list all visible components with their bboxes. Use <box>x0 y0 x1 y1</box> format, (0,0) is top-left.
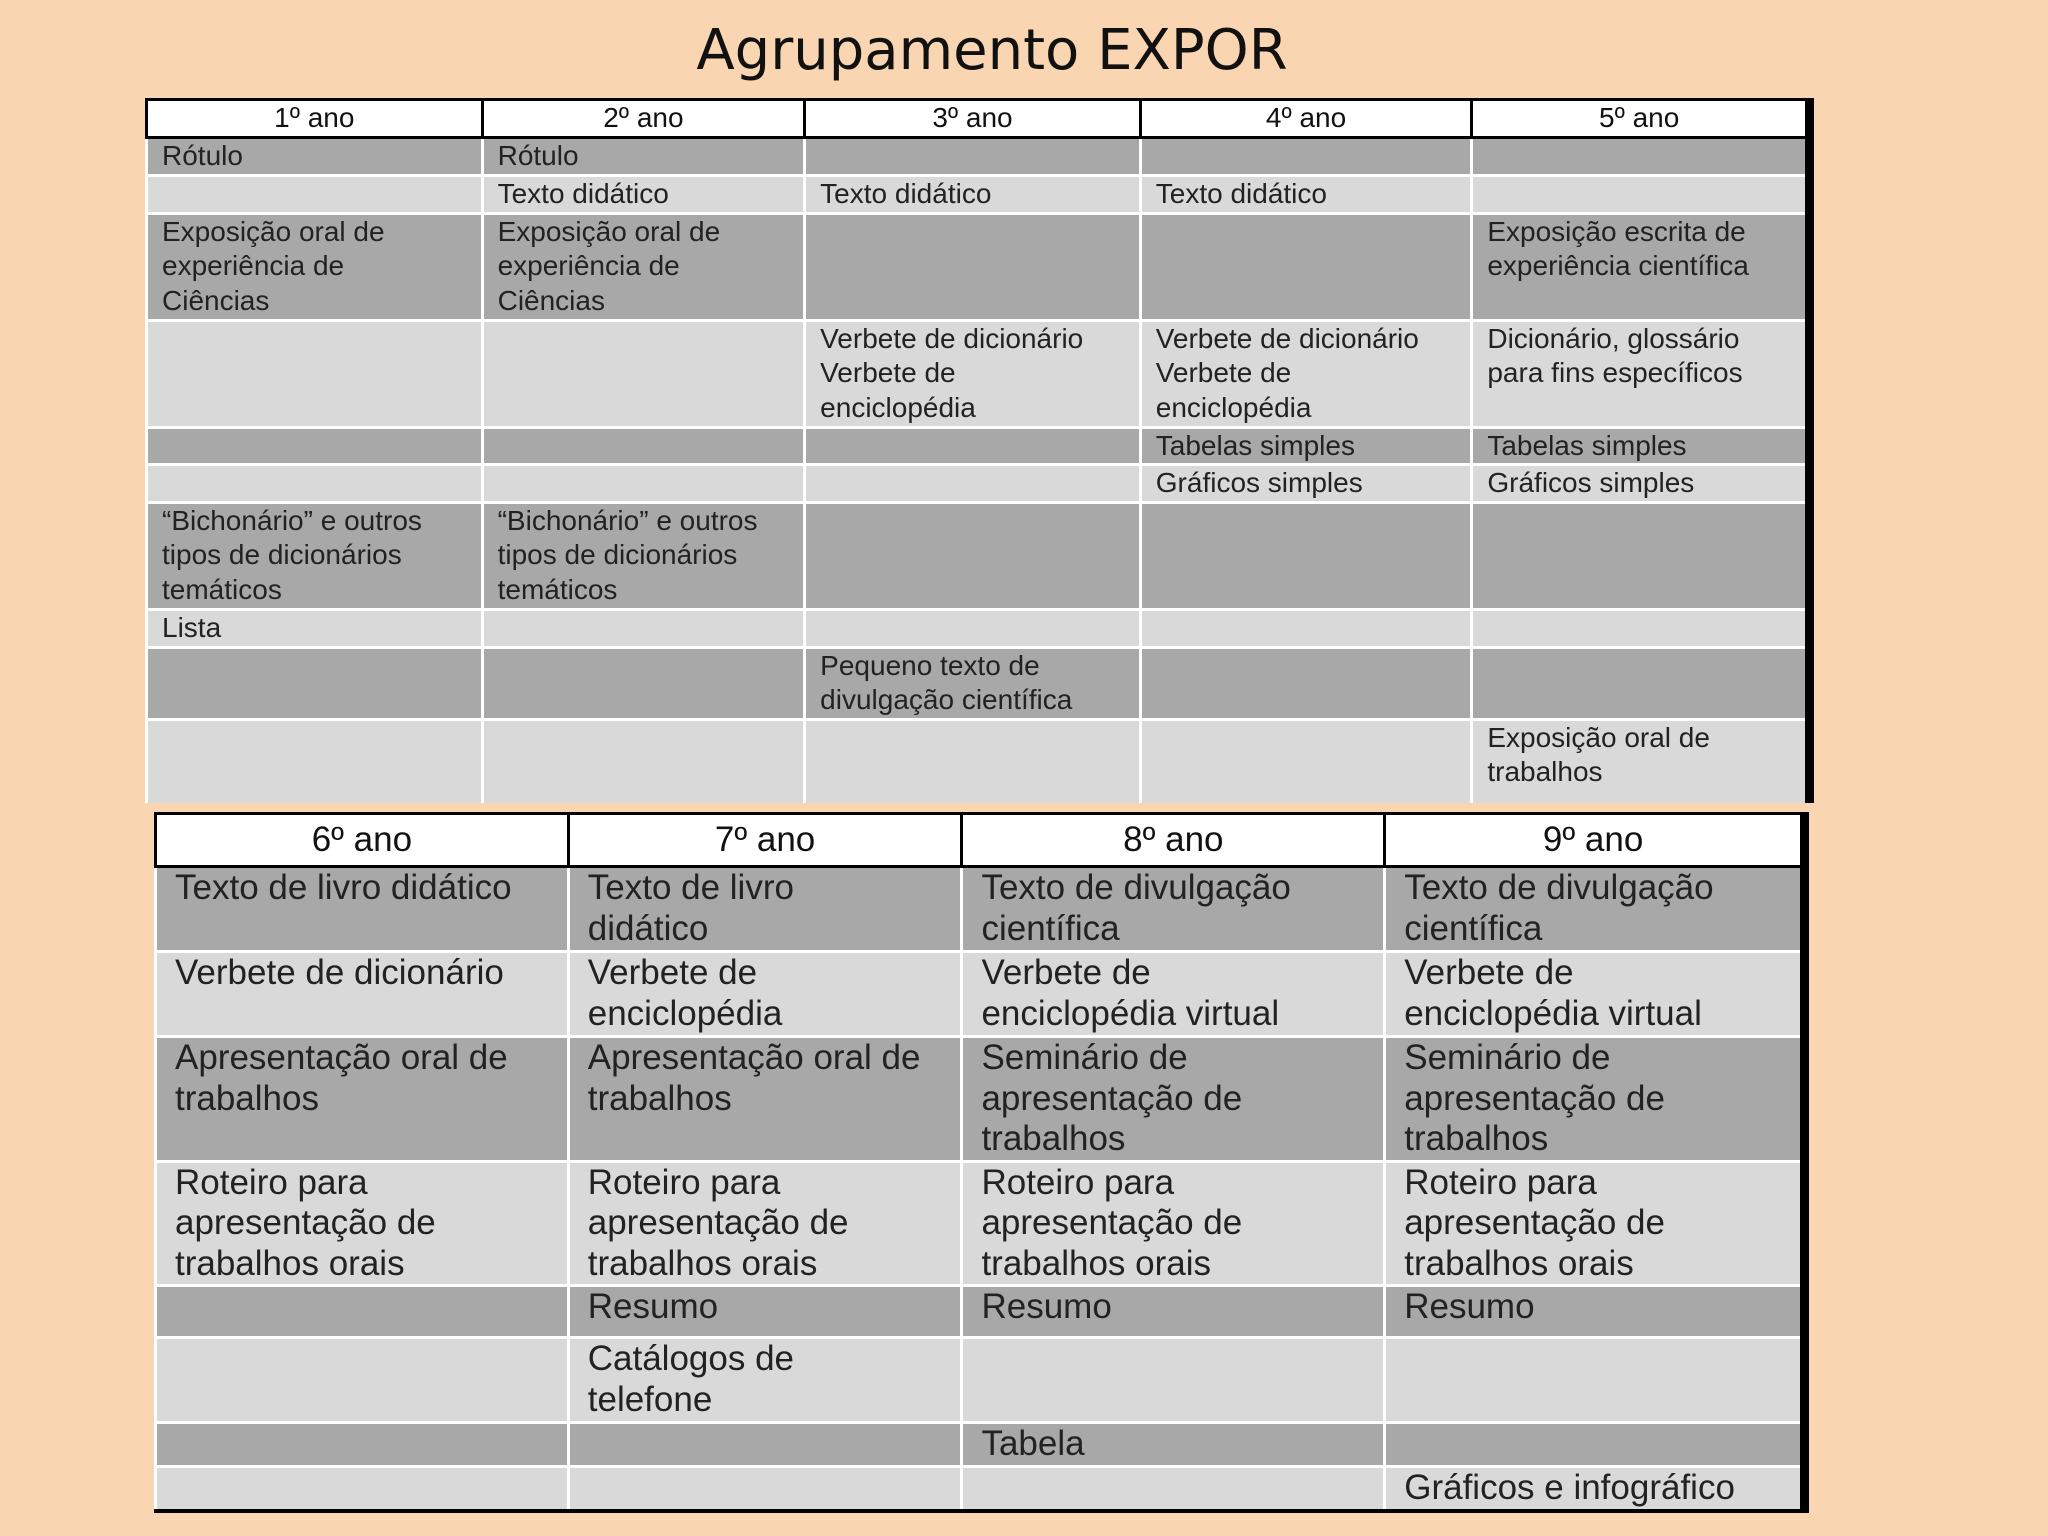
table-cell <box>482 719 805 803</box>
table-row <box>147 213 1810 320</box>
column-header-3-ano: 3º ano <box>805 100 1141 138</box>
page-title: Agrupamento EXPOR <box>696 18 1288 83</box>
table-cell <box>962 1467 1385 1511</box>
table-cell <box>147 427 483 465</box>
table-cell: Texto de divulgação científica <box>962 867 1385 952</box>
table-cell <box>482 465 805 503</box>
table-row <box>147 502 1810 609</box>
table-cell <box>1140 137 1472 175</box>
column-header-7-ano: 7º ano <box>568 814 962 867</box>
table-cell: Verbete de dicionário Verbete de enciclopédia <box>805 320 1141 427</box>
table-cell <box>1140 502 1472 609</box>
table-cell <box>805 465 1141 503</box>
table-cell <box>1140 609 1472 647</box>
table-cell: Rótulo <box>482 137 805 175</box>
table-row <box>156 867 1805 952</box>
table-cell: “Bichonário” e outros tipos de dicionários temáticos <box>482 502 805 609</box>
table-cell <box>482 427 805 465</box>
column-header-5-ano: 5º ano <box>1472 100 1810 138</box>
table-cell <box>482 320 805 427</box>
table-row <box>156 952 1805 1037</box>
table-cell <box>962 1338 1385 1423</box>
table-cell: Dicionário, glossário para fins específicos <box>1472 320 1810 427</box>
table-cell: Rótulo <box>147 137 483 175</box>
table-row <box>147 137 1810 175</box>
table-cell <box>156 1338 569 1423</box>
genre-table-years-6-9 <box>154 812 1809 1513</box>
table-cell: Texto didático <box>482 175 805 213</box>
table-cell <box>156 1467 569 1511</box>
table-cell: Verbete de enciclopédia <box>568 952 962 1037</box>
table-cell <box>1140 647 1472 719</box>
table-cell <box>805 427 1141 465</box>
table-cell: Apresentação oral de trabalhos <box>156 1037 569 1162</box>
table-row <box>156 1338 1805 1423</box>
table-cell: Resumo <box>962 1286 1385 1338</box>
table-header-row <box>156 814 1805 867</box>
table-row <box>147 465 1810 503</box>
table-cell: Tabela <box>962 1423 1385 1467</box>
table-cell: Seminário de apresentação de trabalhos <box>962 1037 1385 1162</box>
table-row <box>156 1467 1805 1511</box>
table-row <box>147 427 1810 465</box>
column-header-6-ano: 6º ano <box>156 814 569 867</box>
table-row <box>156 1161 1805 1286</box>
table-cell: Gráficos e infográfico <box>1385 1467 1805 1511</box>
column-header-4-ano: 4º ano <box>1140 100 1472 138</box>
table-cell <box>147 465 483 503</box>
table-cell: Texto de divulgação científica <box>1385 867 1805 952</box>
table-cell: Texto de livro didático <box>568 867 962 952</box>
table-cell <box>1472 175 1810 213</box>
table-cell <box>805 719 1141 803</box>
table-cell <box>1140 213 1472 320</box>
table-cell <box>1472 647 1810 719</box>
column-header-2-ano: 2º ano <box>482 100 805 138</box>
table-cell: Gráficos simples <box>1140 465 1472 503</box>
table-cell <box>805 502 1141 609</box>
table-cell: Gráficos simples <box>1472 465 1810 503</box>
table-cell: Exposição escrita de experiência científica <box>1472 213 1810 320</box>
column-header-8-ano: 8º ano <box>962 814 1385 867</box>
table-cell <box>1140 719 1472 803</box>
table-cell: Roteiro para apresentação de trabalhos orais <box>1385 1161 1805 1286</box>
table-cell: Exposição oral de experiência de Ciências <box>482 213 805 320</box>
table-cell: Pequeno texto de divulgação científica <box>805 647 1141 719</box>
table-cell: Exposição oral de trabalhos <box>1472 719 1810 803</box>
table-cell: Texto didático <box>805 175 1141 213</box>
table-cell <box>147 647 483 719</box>
table-cell <box>1385 1423 1805 1467</box>
table-cell: Verbete de enciclopédia virtual <box>962 952 1385 1037</box>
table-cell <box>482 647 805 719</box>
table-row <box>156 1037 1805 1162</box>
table-cell: Resumo <box>1385 1286 1805 1338</box>
table-cell: Verbete de dicionário Verbete de enciclopédia <box>1140 320 1472 427</box>
table-cell <box>147 320 483 427</box>
table-cell: Texto didático <box>1140 175 1472 213</box>
table-cell: Verbete de dicionário <box>156 952 569 1037</box>
table-cell <box>805 213 1141 320</box>
table-cell <box>805 137 1141 175</box>
column-header-9-ano: 9º ano <box>1385 814 1805 867</box>
table-cell: Exposição oral de experiência de Ciências <box>147 213 483 320</box>
table-cell <box>156 1423 569 1467</box>
table-cell <box>147 719 483 803</box>
table-cell: Catálogos de telefone <box>568 1338 962 1423</box>
table-cell: Seminário de apresentação de trabalhos <box>1385 1037 1805 1162</box>
table-cell <box>1472 502 1810 609</box>
table-cell: Roteiro para apresentação de trabalhos orais <box>156 1161 569 1286</box>
table-row <box>156 1423 1805 1467</box>
table-cell <box>568 1423 962 1467</box>
table-cell <box>1385 1338 1805 1423</box>
table-cell: Roteiro para apresentação de trabalhos orais <box>962 1161 1385 1286</box>
table-row <box>147 175 1810 213</box>
table-row <box>147 647 1810 719</box>
table-cell: Lista <box>147 609 483 647</box>
table-cell <box>805 609 1141 647</box>
genre-table-years-1-5 <box>145 98 1814 803</box>
table-cell: Texto de livro didático <box>156 867 569 952</box>
table-cell <box>1472 609 1810 647</box>
table-cell <box>568 1467 962 1511</box>
table-cell: Tabelas simples <box>1472 427 1810 465</box>
table-cell: Verbete de enciclopédia virtual <box>1385 952 1805 1037</box>
table-cell: Resumo <box>568 1286 962 1338</box>
table-cell: “Bichonário” e outros tipos de dicionários temáticos <box>147 502 483 609</box>
table-cell <box>1472 137 1810 175</box>
table-row <box>147 609 1810 647</box>
table-cell <box>156 1286 569 1338</box>
column-header-1-ano: 1º ano <box>147 100 483 138</box>
table-row <box>147 320 1810 427</box>
table-header-row <box>147 100 1810 138</box>
table-cell: Tabelas simples <box>1140 427 1472 465</box>
table-cell <box>147 175 483 213</box>
table-cell: Apresentação oral de trabalhos <box>568 1037 962 1162</box>
table-row <box>147 719 1810 803</box>
table-cell: Roteiro para apresentação de trabalhos orais <box>568 1161 962 1286</box>
table-row <box>156 1286 1805 1338</box>
table-cell <box>482 609 805 647</box>
